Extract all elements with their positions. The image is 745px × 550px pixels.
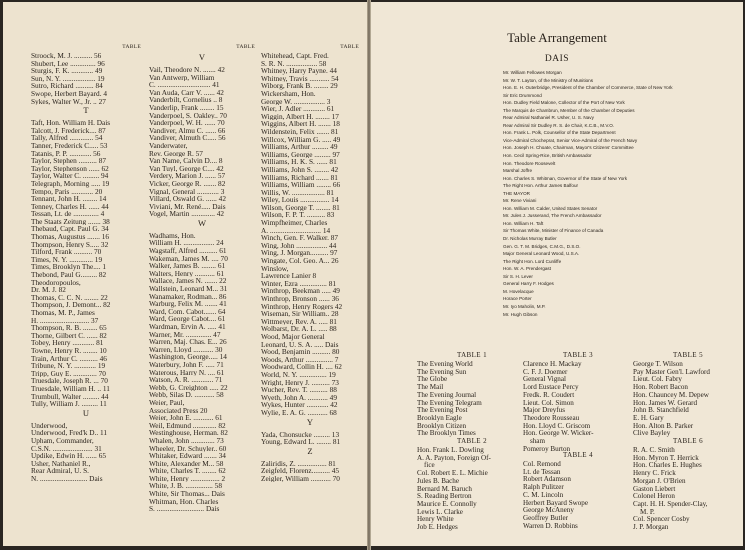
index-entry: Sturgis, F. K. ............ 49 [31, 67, 103, 75]
index-entry: Van Antwerp, William [149, 73, 215, 82]
dais-entry: Hon. Cecil Spring-Rice, British Ambassador [503, 153, 592, 159]
table-guest: Herbert Bayard Swope [523, 498, 589, 507]
table-guest: Capt. H. H. Spender-Clay, [633, 499, 708, 508]
index-entry: Tribune, N. Y. ............ 19 [31, 362, 106, 370]
table-guest: C. F. J. Doemer [523, 367, 568, 376]
table-guest: Lord Eustace Percy [523, 383, 579, 392]
index-entry: Updike, Edwin H. ...... 65 [31, 452, 106, 460]
table-guest: E. H. Gary [633, 413, 664, 422]
index-entry: Winslow, [261, 264, 289, 273]
index-entry: Thompson, J. Demont... 82 [31, 301, 111, 309]
index-entry: Tally, Alfred ............. 54 [31, 134, 103, 142]
dais-entry: Sir Thomas White, Minister of Finance of Canada [503, 228, 604, 234]
index-entry: Tennant, John H. ........ 14 [31, 195, 107, 203]
table-guest: C. M. Lincoln [523, 490, 564, 499]
table-guest: Ralph Pulitzer [523, 483, 564, 492]
index-entry: Williams, George ......... 97 [261, 150, 340, 159]
index-entry: Thebond, Paul G......... 82 [31, 271, 107, 279]
index-entry: Tempo, Paris ............ 20 [31, 187, 103, 196]
table-guest: Col. Spencer Cosby [633, 515, 690, 524]
index-entry: Vanderlip, Frank ........ 15 [149, 103, 224, 112]
index-entry: Wingate, Col. Geo. A... 26 [261, 257, 339, 265]
index-entry: Van Tuyl, George C.... 42 [149, 164, 224, 173]
table-guest: General Vignal [523, 375, 566, 384]
index-entry: Wardman, Ervin A. ..... 41 [149, 323, 226, 331]
dais-entry: Mr. Iyo Maholin, M.P. [503, 303, 546, 309]
dais-entry: Hon. William M. Calder, United States Senator [503, 205, 598, 211]
index-entry: Whitney, Travis ........... 54 [261, 74, 339, 83]
index-entry: Vanderpoel, S. Oakley.. 70 [149, 111, 227, 120]
index-entry: Wiborg, Frank B. ........ 29 [261, 82, 338, 90]
index-entry: Swope, Herbert Bayard. 4 [31, 89, 107, 98]
table-guest: George McAneny [523, 506, 574, 515]
index-entry: Upham, Commander, [31, 436, 94, 445]
dais-entry: The Right Hon. Arthur James Balfour [503, 183, 579, 189]
column-header: TABLE [122, 44, 141, 50]
table-guest: George T. Wilson [633, 360, 683, 368]
index-entry: Wiggins, Albert H. ....... 18 [261, 120, 340, 128]
index-entry: Winch, Gen. F. Walker. 87 [261, 234, 339, 242]
index-entry: Vail, Theodore N. ....... 42 [149, 66, 225, 74]
index-column-3 [261, 44, 359, 482]
table-name: TABLE 5 [672, 351, 704, 359]
section-letter: T [83, 105, 89, 116]
table-guest: Hon. Myron T. Herrick [633, 453, 699, 462]
index-entry: Weier, John E. ........... 61 [149, 414, 223, 422]
index-entry: Wilson, George T. ........ 81 [261, 203, 340, 212]
table-guest: Geoffrey Butler [523, 513, 568, 522]
index-entry: Winter, Ezra ............... 81 [261, 279, 336, 288]
index-entry: Washington, George..... 14 [149, 353, 227, 361]
index-entry: Westinghouse, Herman. 82 [149, 429, 228, 437]
index-entry: Williams, William ........ 66 [261, 181, 341, 189]
dais-heading: DAIS [544, 54, 570, 64]
seating-table [633, 438, 743, 532]
seating-table [417, 352, 527, 438]
dais-entry: Horace Porter [503, 296, 532, 302]
table-guest: Maurice E. Connolly [417, 499, 477, 508]
index-entry: Walters, Henry ........... 61 [149, 269, 224, 278]
index-entry: Train, Arthur C. .......... 46 [31, 354, 107, 363]
index-entry: Sutro, Richard .......... 84 [31, 82, 103, 90]
index-entry: C.S.N. ...................... 31 [31, 444, 102, 453]
index-entry: Zeigler, William ........... 70 [261, 474, 340, 483]
table-guest: The Evening Journal [417, 390, 477, 399]
index-entry: Vandiver, Almu C. ...... 66 [149, 126, 226, 135]
column-header: TABLE [340, 44, 359, 50]
index-column-1 [31, 44, 141, 482]
section-letter: V [198, 52, 206, 62]
index-entry: A. ............................ 14 [261, 226, 331, 235]
index-entry: Vogel, Martin ............. 42 [149, 210, 225, 218]
table-guest: Lewis L. Clarke [417, 507, 463, 516]
dais-entry: Hon. W. A. Prendergast [503, 266, 552, 272]
index-entry: Tobey, Henry ............ 81 [31, 339, 104, 347]
dais-entry: General Harry F. Hodges [503, 281, 554, 287]
dais-list [503, 69, 739, 318]
seating-table [523, 352, 633, 453]
table-guest: Theodore Rousseau [523, 413, 580, 422]
index-entry: Whitaker, Edward ....... 34 [149, 452, 226, 460]
index-entry: S. .......................... Dais [149, 505, 220, 513]
table-guest: The Globe [417, 375, 448, 384]
section-letter: Z [307, 445, 313, 456]
index-entry: Williams, John S. ........ 42 [261, 165, 339, 174]
index-entry: Taylor, Stephenson ...... 62 [31, 164, 109, 173]
table-guest: Lieut. Col. Fabry [633, 375, 682, 384]
index-entry: Trumbull, Walter ......... 44 [31, 392, 109, 401]
index-entry: Underwood, Fred'k D.. 11 [31, 429, 108, 437]
index-entry: Wittmeyer, Rev. A. ..... 81 [261, 317, 337, 326]
index-entry: Walker, James B. ........ 61 [149, 262, 226, 270]
index-entry: Willis, W. .................. 81 [261, 188, 334, 197]
index-entry: White, Alexander M... 58 [149, 459, 224, 468]
dais-entry: Sir Eric Drummond [503, 92, 542, 98]
seating-table [417, 438, 527, 532]
index-entry: Whitehead, Capt. Fred. [261, 52, 329, 60]
dais-entry: Mr. William Fellowes Morgan [503, 70, 562, 75]
index-entry: Underwood, [31, 421, 68, 430]
index-entry: Wright, Henry J. .......... 73 [261, 378, 339, 387]
index-entry: Williams, Richard ....... 81 [261, 173, 338, 182]
index-entry: Williams, H. K. S. ...... 81 [261, 158, 337, 166]
index-entry: Winthrop, Henry Rogers 42 [261, 302, 343, 311]
column-header: TABLE [236, 44, 255, 50]
index-entry: Whitman, Hon. Charles [149, 497, 219, 506]
table-guest: fice [424, 461, 435, 470]
index-entry: Taft, Hon. William H. Dais [31, 119, 111, 127]
table-guest: Henry White [417, 515, 454, 524]
index-entry: White, J. B. ............... 58 [149, 482, 222, 491]
index-entry: N. .......................... Dais [31, 474, 103, 483]
index-entry: Associated Press 20 [149, 406, 208, 415]
dais-entry: Hon. Theodore Roosevelt [503, 160, 556, 166]
index-entry: H. ........................... 37 [31, 316, 99, 325]
table-guest: Brooklyn Citizen [417, 421, 467, 430]
dais-entry: THE MAYOR [503, 190, 530, 196]
index-entry: Wiseman, Sir William.. 28 [261, 310, 339, 318]
index-entry: Wheeler, Dr. Schuyler.. 60 [149, 444, 227, 453]
index-entry: World, N. Y. ............... 19 [261, 370, 336, 379]
index-entry: Warren, Lloyd ........... 30 [149, 345, 223, 354]
index-entry: Wallace, James N. ....... 22 [149, 277, 227, 286]
section-letter: Y [306, 416, 314, 427]
index-entry: Woodward, Collin H. .... 62 [261, 363, 342, 371]
dais-entry: Hon. Joseph H. Choate, Chairman, Mayor's Citizens' Committee [503, 145, 634, 151]
table-guest: Jules B. Bache [417, 476, 459, 485]
dais-entry: Hon. Dudley Field Malone, Collector of the Port of New York [503, 100, 625, 106]
index-entry: Tully, William J. ......... 11 [31, 400, 107, 408]
index-entry: Wanamaker, Rodman... 86 [149, 292, 227, 301]
table-guest: S. Reading Bertron [417, 492, 472, 501]
index-entry: Truesdale, William H. .. 11 [31, 384, 110, 393]
index-entry: Viviani, Mr. René..... Dais [149, 202, 226, 211]
index-entry: Talcott, J. Frederick.... 87 [31, 126, 106, 135]
index-entry: Ward, George Cabot.... 61 [149, 315, 226, 323]
index-entry: Ward, Com. Cabot....... 64 [149, 307, 226, 316]
index-entry: Thompson, R. B. ........ 65 [31, 324, 107, 332]
dais-entry: Sir S. H. Lever [503, 273, 533, 279]
dais-entry: Hon. Charles S. Whitman, Governor of the State of New York [503, 175, 628, 181]
dais-entry: Mr. Hugh Gibson [503, 311, 538, 317]
index-entry: Whalen, John ............. 73 [149, 436, 224, 445]
table-guest: Pomeroy Burton [523, 444, 571, 453]
index-entry: Yada, Chonsucke ......... 13 [261, 430, 340, 439]
index-column-2 [149, 44, 255, 513]
index-entry: Young, Edward L. ........ 81 [261, 438, 341, 446]
dais-entry: Marshal Joffre [503, 168, 533, 174]
index-entry: Williams, Arthur ......... 49 [261, 143, 338, 151]
table-name: TABLE 6 [672, 437, 704, 445]
table-guest: Gaston Liebert [633, 484, 676, 493]
index-entry: Rear Admiral, U. S. [31, 467, 89, 475]
dais-entry: Mr. Rene Viviani [503, 198, 537, 204]
index-entry: Usher, Nathaniel R., [31, 459, 91, 468]
table-guest: Fredk. R. Coudert [523, 390, 575, 399]
index-entry: Warner, Mr. .............. 47 [149, 330, 221, 339]
seating-table [633, 352, 743, 438]
index-entry: Van Name, Calvin D.... 8 [149, 157, 223, 165]
index-entry: Telegraph, Morning ..... 19 [31, 179, 110, 188]
section-letter: W [197, 217, 207, 228]
index-entry: Weier, Paul, [149, 398, 185, 407]
table-guest: Lieut. Col. Simon [523, 398, 574, 407]
table-guest: Job E. Hedges [417, 523, 458, 532]
table-guest: Hon. Frank L. Dowling [417, 446, 484, 454]
index-entry: C. ............................. 41 [149, 81, 220, 89]
table-guest: Morgan J. O'Brien [633, 476, 686, 485]
table-guest: Hon. Charles E. Hughes [633, 461, 702, 470]
index-entry: Wiggin, Albert H. ........ 17 [261, 112, 339, 121]
index-entry: Thompson, Henry S..... 32 [31, 240, 109, 249]
index-entry: Wier, J. Adler ............ 61 [261, 105, 335, 113]
dais-entry: Vice-Admiral Chocheprat, Senior Vice-Admiral of the French Navy [503, 137, 638, 143]
dais-entry: M. Hovelacque [503, 288, 534, 294]
table-guest: The Mail [417, 383, 444, 392]
index-entry: Verdery, Marion J. ...... 57 [149, 172, 226, 180]
table-guest: Hon. Chauncey M. Depew [633, 390, 709, 399]
index-entry: Watson, A. R. ............ 71 [149, 376, 223, 384]
index-entry: Tessan, Lt. de .............. 4 [31, 210, 105, 218]
table-guest: Bernard M. Baruch [417, 484, 472, 493]
index-entry: Tilford, Frank .......... 70 [31, 248, 102, 256]
index-entry: Sykes, Walter W., Jr. .. 27 [31, 97, 106, 106]
index-entry: Woods, Arthur ............... 7 [261, 355, 339, 364]
index-entry: Wolbarst, Dr. A. L. ..... 88 [261, 325, 337, 333]
index-entry: Tripp, Guy E. ............. 70 [31, 369, 106, 378]
index-entry: Webb, Silas D. ........... 58 [149, 391, 224, 399]
index-entry: Vanderbilt, Cornelius .. 8 [149, 96, 223, 104]
index-entry: Shubert, Lee .............. 96 [31, 59, 105, 68]
table-name: TABLE 3 [562, 351, 594, 359]
index-entry: Vicker, George R. ....... 82 [149, 179, 226, 188]
index-entry: White, Charles T. ........ 62 [149, 467, 226, 475]
index-entry: Times, Brooklyn The.... 1 [31, 263, 107, 272]
index-entry: Willcox, William G. ..... 49 [261, 135, 341, 144]
dais-entry: Hon. Frank L. Polk, Counsellor of the State Department [503, 130, 616, 136]
index-entry: S. R. N. ................. 58 [261, 59, 327, 68]
index-entry: Stroock, M. J. .......... 56 [31, 52, 102, 60]
index-entry: Theodoropoulos, [31, 278, 81, 287]
table-guest: Major Dreyfus [523, 406, 565, 415]
index-entry: Wylie, E. A. G. ........... 68 [261, 408, 337, 417]
index-entry: Vanderpoel, W. H. ...... 70 [149, 119, 225, 127]
index-entry: The Staats Zeitung ....... 38 [31, 217, 110, 226]
index-entry: Wykes, Hunter ............ 42 [261, 401, 338, 409]
index-entry: George W. ................. 3 [261, 97, 331, 106]
index-entry: Vanderwater, [149, 141, 188, 150]
table-guest: Henry C. Frick [633, 469, 676, 478]
table-guest: The Evening Sun [417, 367, 467, 376]
table-guest: M. P. [640, 507, 655, 516]
index-entry: Whitney, Harry Payne. 44 [261, 67, 337, 75]
table-guest: R. A. C. Smith [633, 446, 675, 454]
dais-entry: Rear Admiral Sir Dudley R. S. de Chair, K.C.B., M.V.O. [503, 122, 615, 128]
index-entry: Thomas, C. C. N. ........ 22 [31, 293, 108, 302]
table-guest: sham [530, 437, 545, 446]
dais-entry: The Right Hon. Lord Cunliffe [503, 258, 562, 264]
table-guest: Hon. Robert Bacon [633, 383, 688, 392]
index-entry: Rev. George R. 57 [149, 149, 203, 158]
index-entry: Zeigfeld, Florenz.......... 45 [261, 467, 340, 475]
index-entry: Wimpfheimer, Charles [261, 219, 328, 227]
table-guest: Pay Master Gen'l. Lawford [633, 367, 710, 376]
index-entry: Tatanis, P. P. ............ 56 [31, 149, 101, 158]
table-guest: Col. Robert E. L. Michie [417, 469, 488, 478]
dais-entry: Mr. W. T. Layton, of the Ministry of Munitions [503, 77, 594, 83]
index-entry: Taylor, Stephen .......... 87 [31, 157, 106, 165]
table-guest: The Brooklyn Times [417, 429, 476, 438]
seating-table [523, 452, 633, 530]
dais-entry: Gen. G. T. M. Bridges, C.M.G., D.S.O. [503, 243, 581, 249]
table-guest: J. P. Morgan [633, 523, 669, 532]
table-guest: Robert Adamson [523, 475, 571, 484]
table-guest: A. A. Payton, Foreign Of- [417, 453, 491, 462]
index-entry: Winthrop, Bronson ...... 36 [261, 295, 339, 303]
dais-entry: The Marquis de Chambrun, Member of the Chamber of Deputies [503, 107, 635, 113]
index-entry: Thorne, Gilbert C. ...... 82 [31, 331, 107, 340]
table-guest: Hon. Lloyd C. Griscom [523, 421, 591, 430]
index-page [3, 2, 367, 546]
index-entry: Towne, Henry R. ........ 10 [31, 346, 107, 355]
index-entry: Tanner, Frederick C..... 53 [31, 141, 108, 150]
table-guest: The Evening World [417, 360, 473, 368]
table-guest: The Evening Telegram [417, 398, 482, 407]
index-entry: Lawrence Lanier 8 [261, 272, 317, 280]
index-entry: Thomas, Augustus ....... 16 [31, 233, 110, 241]
index-entry: Thomas, M. P., James [31, 309, 95, 317]
index-entry: White, Sir Thomas... Dais [149, 490, 225, 498]
table-guest: Hon. Alton B. Parker [633, 421, 694, 430]
index-entry: Wickersham, Hon. [261, 89, 316, 98]
index-entry: Wood, Major General [261, 332, 325, 341]
index-entry: Leonard, U. S. A. ..... Dais [261, 340, 339, 349]
index-entry: Waterbury, John F. ..... 71 [149, 360, 224, 369]
table-guest: Clive Bayley [633, 429, 671, 438]
dais-entry: Major General Leonard Wood, U.S.A. [503, 251, 580, 257]
index-entry: Weil, Edmund ............. 82 [149, 421, 226, 430]
index-entry: Waterous, Harry N. .... 61 [149, 368, 225, 377]
index-entry: Dr. M. J. 82 [31, 286, 66, 294]
table-guest: Lt. de Tessan [523, 467, 561, 476]
page-title: Table Arrangement [507, 30, 607, 45]
index-entry: Vandiver, Almuth C..... 56 [149, 134, 226, 142]
table-guest: Brooklyn Eagle [417, 413, 462, 422]
table-guest: John B. Stanchfield [633, 406, 689, 415]
index-entry: Times, N. Y. ............. 19 [31, 255, 103, 264]
index-entry: Sun, N. Y. .................. 19 [31, 74, 105, 83]
index-entry: Wing, John ................. 44 [261, 241, 337, 250]
index-entry: Vignal, General ............ 3 [149, 187, 225, 196]
index-entry: Wiley, Louis ................ 14 [261, 196, 339, 204]
index-entry: Wucher, Rev. T. .......... 88 [261, 386, 337, 394]
index-entry: Warren, Maj. Chas. E... 26 [149, 338, 227, 346]
index-entry: Wadhams, Hon. [149, 231, 196, 240]
index-entry: Truesdale, Joseph R. ... 70 [31, 377, 108, 385]
index-entry: Zaliridis, Z. ................ 81 [261, 459, 336, 468]
index-entry: Wildenstein, Felix ....... 81 [261, 127, 339, 136]
table-guest: The Evening Post [417, 406, 468, 415]
dais-entry: Mr. Jules J. Jusserand, The French Ambassador [503, 213, 602, 219]
index-entry: Winthrop, Beekman ..... 49 [261, 287, 340, 295]
dais-entry: Hon. E. H. Outerbridge, President of the Chamber of Commerce, State of New York [503, 85, 673, 91]
index-entry: Villard, Oswald G. ...... 42 [149, 195, 226, 203]
table-guest: Clarence H. Mackay [523, 360, 582, 368]
table-name: TABLE 2 [456, 437, 488, 445]
index-entry: Tenney, Charles H. ...... 44 [31, 202, 109, 211]
table-name: TABLE 4 [562, 451, 594, 459]
dais-entry: Rear Admiral Nathaniel R. Usher, U. S. Navy [503, 115, 594, 121]
index-entry: Thebaud, Capt. Paul G. 34 [31, 225, 109, 234]
table-guest: Warren D. Robbins [523, 521, 578, 530]
index-entry: Warburg, Felix M. ....... 41 [149, 300, 227, 308]
dais-entry: Dr. Nicholas Murray Butler [503, 236, 557, 242]
index-entry: Van Auda, Carr V. ...... 42 [149, 88, 224, 97]
index-entry: White, Henry ................ 2 [149, 474, 226, 483]
index-entry: Wilson, F. P. T. .......... 83 [261, 211, 335, 220]
table-guest: Hon. James W. Gerard [633, 398, 698, 407]
index-entry: Taylor, Walter C. ......... 94 [31, 172, 109, 180]
table-guest: Colonel Heron [633, 492, 675, 501]
table-name: TABLE 1 [456, 351, 488, 359]
index-entry: Wakeman, James M. .... 70 [149, 254, 228, 263]
index-entry: Wagstaff, Alfred .......... 61 [149, 247, 227, 255]
index-entry: Wallstein, Leonard M... 31 [149, 285, 228, 293]
index-entry: Webb, G. Creighton ..... 22 [149, 383, 228, 392]
section-letter: U [82, 407, 90, 418]
table-guest: Hon. George W. Wicker- [523, 429, 594, 438]
dais-entry: Hon. William H. Taft [503, 220, 544, 226]
index-entry: Wing, J. Morgan.......... 97 [261, 249, 338, 258]
index-entry: Wyeth, John A. ........... 49 [261, 393, 337, 402]
index-entry: Wood, Benjamin .......... 80 [261, 348, 340, 356]
index-entry: William H. ................. 24 [149, 239, 224, 248]
table-arrangement-page [371, 2, 743, 546]
table-guest: Col. Remond [523, 460, 561, 468]
